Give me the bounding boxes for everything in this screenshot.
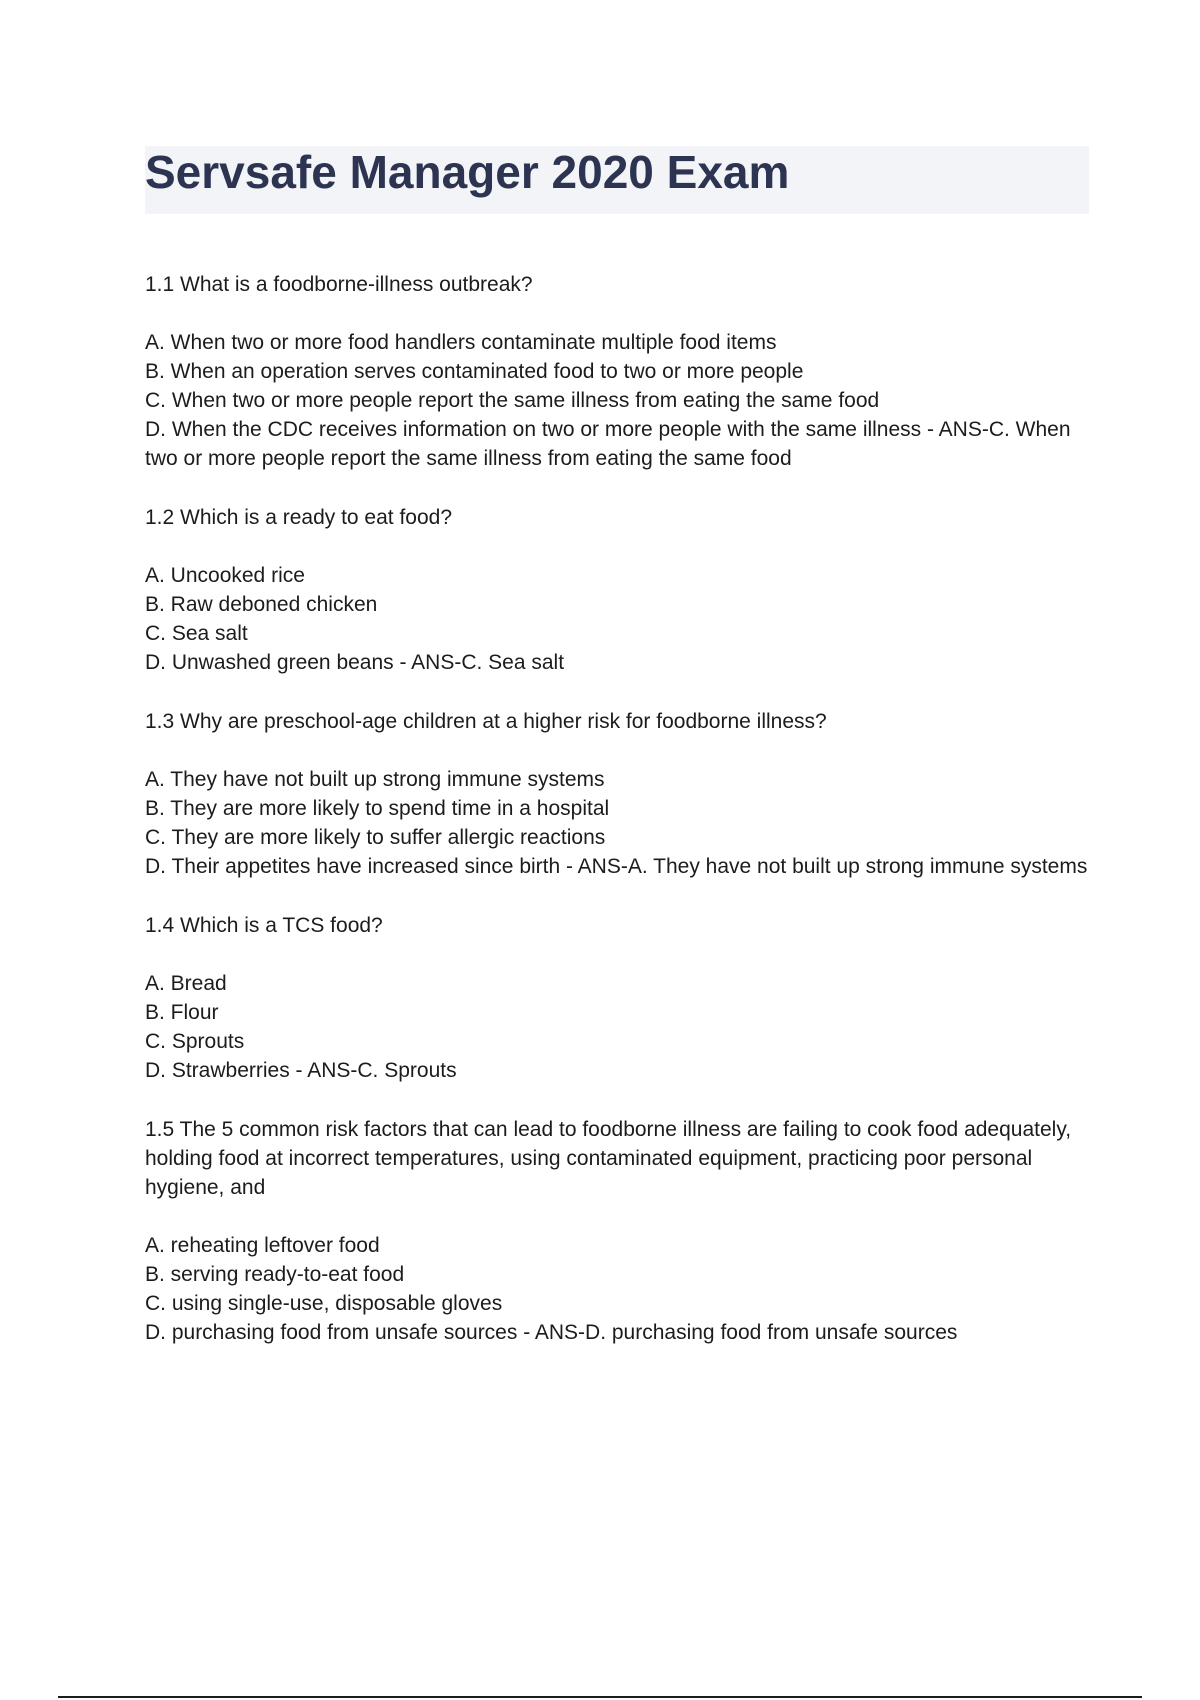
- answer-choice: B. Flour: [145, 1001, 219, 1024]
- answer-choice: A. Bread: [145, 972, 227, 995]
- answer-choice: B. Raw deboned chicken: [145, 593, 378, 616]
- answer-choice: D. When the CDC receives information on two or more people with the same illness - ANS-C. When two or more people report the same illness from eating the same food: [145, 418, 1071, 470]
- footer-rule: [58, 1696, 1142, 1698]
- answer-choice: D. Their appetites have increased since birth - ANS-A. They have not built up strong immune systems: [145, 855, 1088, 878]
- document-title: Servsafe Manager 2020 Exam: [145, 146, 790, 198]
- question-block: [145, 911, 1090, 1085]
- question-block: [145, 270, 1090, 473]
- answer-choices: [145, 765, 1090, 881]
- answer-choice: C. Sprouts: [145, 1030, 245, 1053]
- answer-choice: D. Strawberries - ANS-C. Sprouts: [145, 1059, 457, 1082]
- question-block: [145, 707, 1090, 881]
- answer-choice: D. Unwashed green beans - ANS-C. Sea salt: [145, 651, 565, 674]
- answer-choice: C. When two or more people report the same illness from eating the same food: [145, 389, 880, 412]
- answer-choice: C. Sea salt: [145, 622, 248, 645]
- answer-choices: [145, 969, 1090, 1085]
- question-block: [145, 1115, 1090, 1347]
- answer-choice: D. purchasing food from unsafe sources - ANS-D. purchasing food from unsafe sources: [145, 1321, 958, 1344]
- question-text: 1.4 Which is a TCS food?: [145, 914, 383, 937]
- answer-choice: C. using single-use, disposable gloves: [145, 1292, 503, 1315]
- answer-choice: A. Uncooked rice: [145, 564, 305, 587]
- question-block: [145, 503, 1090, 677]
- question-text: 1.5 The 5 common risk factors that can lead to foodborne illness are failing to cook food adequately, holding food at incorrect temperatures, using contaminated equipment, practicing poor personal hygiene, and: [145, 1118, 1072, 1199]
- answer-choice: B. serving ready-to-eat food: [145, 1263, 405, 1286]
- answer-choice: B. They are more likely to spend time in a hospital: [145, 797, 610, 820]
- answer-choice: A. When two or more food handlers contaminate multiple food items: [145, 331, 777, 354]
- question-text: 1.1 What is a foodborne-illness outbreak?: [145, 273, 533, 296]
- answer-choice: B. When an operation serves contaminated food to two or more people: [145, 360, 804, 383]
- answer-choices: [145, 1231, 1090, 1347]
- answer-choice: A. reheating leftover food: [145, 1234, 380, 1257]
- question-list: [145, 270, 1090, 1377]
- question-text: 1.2 Which is a ready to eat food?: [145, 506, 453, 529]
- answer-choice: C. They are more likely to suffer allergic reactions: [145, 826, 606, 849]
- answer-choices: [145, 561, 1090, 677]
- answer-choice: A. They have not built up strong immune systems: [145, 768, 605, 791]
- title-band: [145, 146, 1089, 214]
- question-text: 1.3 Why are preschool-age children at a higher risk for foodborne illness?: [145, 710, 827, 733]
- answer-choices: [145, 328, 1090, 473]
